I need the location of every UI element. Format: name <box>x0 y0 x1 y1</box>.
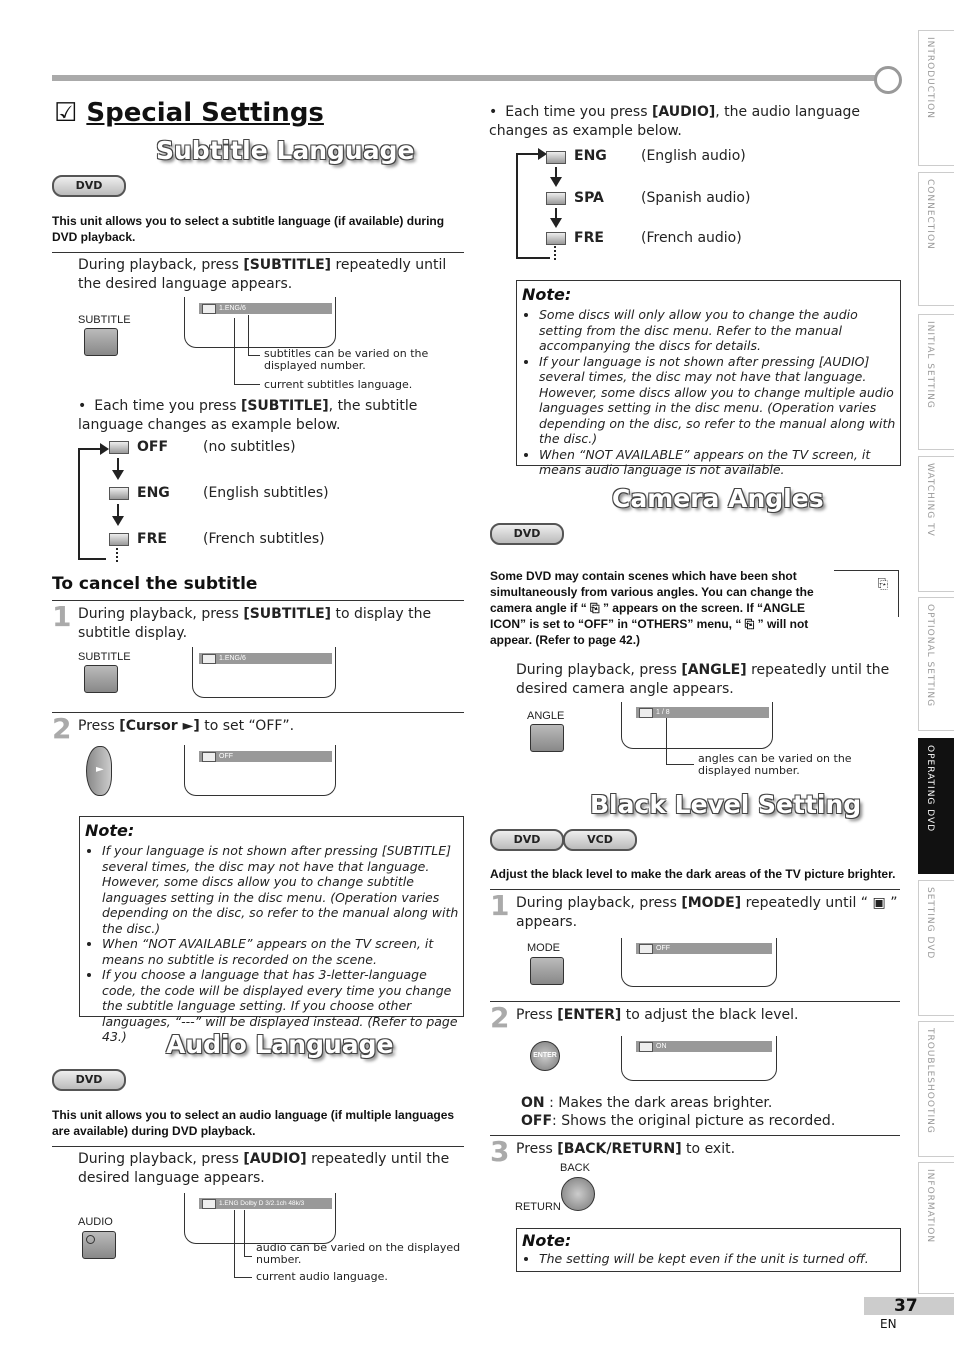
tv-screen <box>184 1193 336 1244</box>
back-return-button[interactable] <box>561 1177 595 1211</box>
tv-screen <box>184 745 336 796</box>
play-right-icon: ► <box>96 764 104 775</box>
black-intro: Adjust the black level to make the dark areas of the TV picture brighter. <box>490 867 896 881</box>
option-desc: (no subtitles) <box>203 439 296 455</box>
callout-line <box>248 315 249 355</box>
black-note-box <box>516 1228 901 1272</box>
option-code: FRE <box>137 531 167 547</box>
angle-icon-box <box>834 570 899 617</box>
tv-screen <box>621 1036 777 1081</box>
subtitle-button-label: SUBTITLE <box>78 651 131 663</box>
subtitle-callout-1: subtitles can be varied on the displayed number. <box>264 347 429 372</box>
option-code: FRE <box>574 230 604 246</box>
note-title: Note: <box>522 285 572 304</box>
option-desc: (English audio) <box>641 148 746 164</box>
audio-intro: This unit allows you to select an audio language (if multiple languages are available) during DVD playback. <box>52 1108 455 1138</box>
osd-bar: ON <box>636 1041 772 1052</box>
subtitle-button-label: SUBTITLE <box>78 314 131 326</box>
subtitle-note-box <box>79 816 464 1044</box>
tab-connection[interactable]: CONNECTION <box>918 172 954 306</box>
option-desc: (French subtitles) <box>203 531 325 547</box>
option-desc: (Spanish audio) <box>641 190 751 206</box>
option-desc: (English subtitles) <box>203 485 329 501</box>
dot-icon <box>86 1235 95 1244</box>
cycle-line <box>78 448 80 560</box>
angle-button-label: ANGLE <box>527 710 565 722</box>
tv-screen <box>621 938 777 987</box>
audio-button[interactable] <box>82 1231 116 1259</box>
tab-operating-dvd[interactable]: OPERATING DVD <box>918 738 954 874</box>
tv-screen <box>621 702 773 749</box>
tab-information[interactable]: INFORMATION <box>918 1162 954 1294</box>
subtitle-instruction: During playback, press [SUBTITLE] repeatedly until the desired language appears. <box>78 257 447 292</box>
subtitle-icon <box>109 441 129 454</box>
arrow-down <box>112 516 124 526</box>
checkbox-icon: ☑ <box>54 98 78 128</box>
camera-icon: ⎘ <box>877 577 888 592</box>
subtitle-icon <box>202 304 216 314</box>
language-code: EN <box>880 1317 897 1331</box>
note-item: • If you choose a language that has 3-letter-language code, the code will be displayed every time you change the subtitle language setting. If you choose other languages, “---” will be displayed instead. (Refer to page 43.) <box>102 967 459 1045</box>
osd-bar: OFF <box>199 751 332 762</box>
tab-watching-tv[interactable]: WATCHING TV <box>918 456 954 592</box>
audio-instruction: During playback, press [AUDIO] repeatedly until the desired language appears. <box>78 1151 450 1186</box>
vcd-badge: VCD <box>563 829 637 851</box>
note-body <box>517 307 900 478</box>
audio-each-note: • Each time you press [AUDIO], the audio language changes as example below. <box>489 104 861 139</box>
note-title: Note: <box>522 1231 572 1250</box>
audio-language-heading: Audio Language <box>166 1030 394 1059</box>
tv-screen <box>184 297 336 348</box>
black-step1: During playback, press [MODE] repeatedly until “ ▣ ” appears. <box>516 895 898 930</box>
audio-icon <box>546 232 566 245</box>
cancel-step2: Press [Cursor ►] to set “OFF”. <box>78 718 295 734</box>
camera-angles-heading: Camera Angles <box>612 484 824 513</box>
tv-screen <box>192 647 336 698</box>
subtitle-callout-2: current subtitles language. <box>264 378 413 391</box>
audio-callout-2: current audio language. <box>256 1270 388 1283</box>
osd-bar: 1.ENG/6 <box>199 303 332 314</box>
camera-intro: Some DVD may contain scenes which have been shot simultaneously from various angles. You can change the camera angle if “ ⎘ ” appears on the screen. If “ANGLE ICON” is set to “OFF” in “OTHERS” menu, “ ⎘ ” will not appear. (Refer to page 42.) <box>490 569 814 647</box>
subtitle-button[interactable] <box>84 328 118 356</box>
mode-button-label: MODE <box>527 942 560 954</box>
callout-line <box>234 318 235 384</box>
black-level-heading: Black Level Setting <box>590 790 862 819</box>
note-item: • The setting will be kept even if the unit is turned off. <box>539 1251 900 1267</box>
audio-icon <box>546 192 566 205</box>
option-code: SPA <box>574 190 604 206</box>
dvd-badge: DVD <box>490 523 564 545</box>
osd-bar: 1.ENG Dolby D 3/2.1ch 48k/3 <box>199 1198 332 1209</box>
audio-button-label: AUDIO <box>78 1216 113 1228</box>
dvd-badge: DVD <box>490 829 564 851</box>
cycle-line <box>516 153 518 259</box>
camera-callout: angles can be varied on the displayed number. <box>698 752 852 777</box>
osd-bar: 1 / 8 <box>636 707 769 718</box>
enter-button[interactable]: ENTER <box>530 1041 560 1071</box>
note-item: • When “NOT AVAILABLE” appears on the TV screen, it means no subtitle is recorded on the scene. <box>102 936 459 967</box>
tab-setting-dvd[interactable]: SETTING DVD <box>918 880 954 1016</box>
option-code: OFF <box>137 439 169 455</box>
tab-introduction[interactable]: INTRODUCTION <box>918 30 954 166</box>
cancel-subtitle-heading: To cancel the subtitle <box>52 574 258 594</box>
page-number: 37 <box>894 1296 918 1316</box>
osd-bar: OFF <box>636 943 772 954</box>
option-code: ENG <box>137 485 170 501</box>
divider <box>52 252 464 253</box>
on-line: ON : Makes the dark areas brighter. <box>521 1095 773 1111</box>
top-rule <box>52 75 882 81</box>
note-body <box>517 1251 900 1267</box>
audio-icon <box>546 151 566 164</box>
note-item: • When “NOT AVAILABLE” appears on the TV screen, it means audio language is not available. <box>539 447 896 478</box>
arrow-down <box>550 218 562 228</box>
arrow-down <box>112 470 124 480</box>
back-label: BACK <box>560 1162 590 1174</box>
page-title: ☑ Special Settings <box>54 98 324 128</box>
option-desc: (French audio) <box>641 230 742 246</box>
arrow-down <box>550 177 562 187</box>
angle-button[interactable] <box>530 724 564 752</box>
off-line: OFF: Shows the original picture as recorded. <box>521 1113 836 1129</box>
note-item: • If your language is not shown after pressing [SUBTITLE] several times, the disc may not have that language. However, some discs allow you to change subtitle languages setting in the disc menu. (Operation varies depending on the disc, so refer to the manual along with the disc.) <box>102 843 459 936</box>
note-item: • If your language is not shown after pressing [AUDIO] several times, the disc may not have that language. However, some discs allow you to change multiple audio languages setting in the disc menu. (Operation varies depending on the disc, so refer to the manual along with the disc.) <box>539 354 896 447</box>
osd-bar: 1.ENG/6 <box>199 653 332 664</box>
dvd-badge: DVD <box>52 1069 126 1091</box>
black-step2: Press [ENTER] to adjust the black level. <box>516 1007 799 1023</box>
audio-callout-1: audio can be varied on the displayed number. <box>256 1241 461 1266</box>
top-circle-ornament <box>874 66 902 94</box>
step-number: 3 <box>490 1135 510 1168</box>
tab-optional-setting[interactable]: OPTIONAL SETTING <box>918 597 954 731</box>
audio-note-box <box>516 280 901 477</box>
subtitle-icon <box>109 487 129 500</box>
note-title: Note: <box>85 821 135 840</box>
step-number: 1 <box>52 600 72 633</box>
step-number: 2 <box>52 712 72 745</box>
note-item: • Some discs will only allow you to change the audio setting from the disc menu. Refer to the manual accompanying the discs for details. <box>539 307 896 354</box>
tab-initial-setting[interactable]: INITIAL SETTING <box>918 314 954 450</box>
subtitle-language-heading: Subtitle Language <box>156 136 415 165</box>
cursor-right-button[interactable] <box>86 746 112 796</box>
camera-instruction: During playback, press [ANGLE] repeatedly until the desired camera angle appears. <box>516 662 890 697</box>
cancel-step1: During playback, press [SUBTITLE] to display the subtitle display. <box>78 606 432 641</box>
tab-troubleshooting[interactable]: TROUBLESHOOTING <box>918 1021 954 1157</box>
note-body <box>80 843 463 1045</box>
option-code: ENG <box>574 148 607 164</box>
subtitle-icon <box>109 533 129 546</box>
step-number: 1 <box>490 889 510 922</box>
black-step3: Press [BACK/RETURN] to exit. <box>516 1141 736 1157</box>
step-number: 2 <box>490 1001 510 1034</box>
dvd-badge: DVD <box>52 175 126 197</box>
mode-button[interactable] <box>530 957 564 985</box>
subtitle-intro: This unit allows you to select a subtitle language (if available) during DVD playback. <box>52 214 445 244</box>
return-label: RETURN <box>515 1201 561 1213</box>
subtitle-button[interactable] <box>84 665 118 693</box>
arrow-right <box>100 443 109 455</box>
subtitle-each-note: • Each time you press [SUBTITLE], the subtitle language changes as example below. <box>78 398 418 433</box>
